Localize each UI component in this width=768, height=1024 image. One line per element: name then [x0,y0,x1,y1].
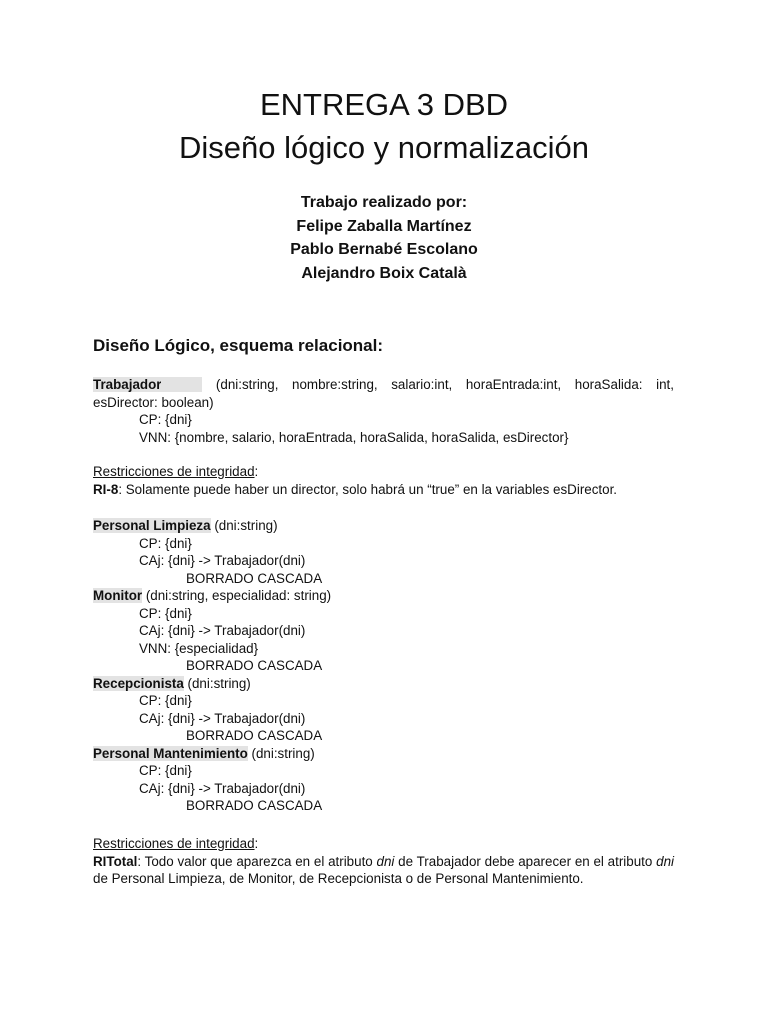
document-title-line2: Diseño lógico y normalización [178,130,590,165]
foreign-key: CAj: {dni} -> Trabajador(dni) [139,553,306,568]
primary-key: CP: {dni} [139,693,192,708]
trabajador-attrs-cont: esDirector: boolean) [93,394,214,410]
authors-heading: Trabajo realizado por: [300,194,468,211]
on-delete-cascade: BORRADO CASCADA [186,728,323,743]
table-name-highlight: Personal Mantenimiento [93,745,248,761]
on-delete-cascade: BORRADO CASCADA [186,570,323,586]
table-name-highlight: Trabajador [93,377,162,392]
subclass-tables [93,517,674,815]
authors-block [0,191,768,285]
primary-key: CP: {dni} [139,605,192,621]
primary-key: CP: {dni} [139,763,192,778]
foreign-key: CAj: {dni} -> Trabajador(dni) [139,623,306,638]
primary-key: CP: {dni} [139,535,192,551]
table-name-highlight: Personal Limpieza [93,518,211,533]
not-null-constraint: VNN: {nombre, salario, horaEntrada, horaSalida, horaSalida, esDirector} [139,429,569,445]
on-delete-cascade: BORRADO CASCADA [186,658,323,673]
table-name-highlight: Monitor [93,588,143,603]
on-delete-cascade: BORRADO CASCADA [186,798,323,813]
author-name: Felipe Zaballa Martínez [296,217,472,235]
integrity-constraints-2 [93,835,674,888]
monitor-definition: Monitor (dni:string, especialidad: string) [93,588,332,603]
section-heading: Diseño Lógico, esquema relacional: [93,336,384,355]
integrity-constraints-1 [93,463,674,498]
author-name: Alejandro Boix Català [301,264,467,282]
trabajador-definition [93,376,674,394]
integrity-rule-total: RITotal: Todo valor que aparezca en el atributo dni de Trabajador debe aparecer en el atributo dni de Personal Limpieza, de Monitor, de Recepcionista o de Personal Mantenimiento. [93,853,674,886]
primary-key: CP: {dni} [139,412,192,427]
author-name: Pablo Bernabé Escolano [290,241,478,258]
personal-mantenimiento-definition: Personal Mantenimiento (dni:string) [93,745,315,761]
not-null-constraint: VNN: {especialidad} [139,640,259,656]
integrity-heading: Restricciones de integridad: [93,464,259,479]
integrity-heading: Restricciones de integridad: [93,836,259,851]
integrity-rule: RI-8: Solamente puede haber un director, solo habrá un “true” en la variables esDirector. [93,481,618,497]
table-trabajador [93,376,674,446]
table-name-highlight: Recepcionista [93,675,184,691]
recepcionista-definition: Recepcionista (dni:string) [93,675,251,691]
personal-limpieza-definition: Personal Limpieza (dni:string) [93,518,278,533]
document-title-line1: ENTREGA 3 DBD [259,87,509,122]
foreign-key: CAj: {dni} -> Trabajador(dni) [139,710,306,726]
foreign-key: CAj: {dni} -> Trabajador(dni) [139,780,306,796]
trabajador-attrs: (dni:string, nombre:string, salario:int, horaEntrada:int, horaSalida: int, [215,377,674,392]
